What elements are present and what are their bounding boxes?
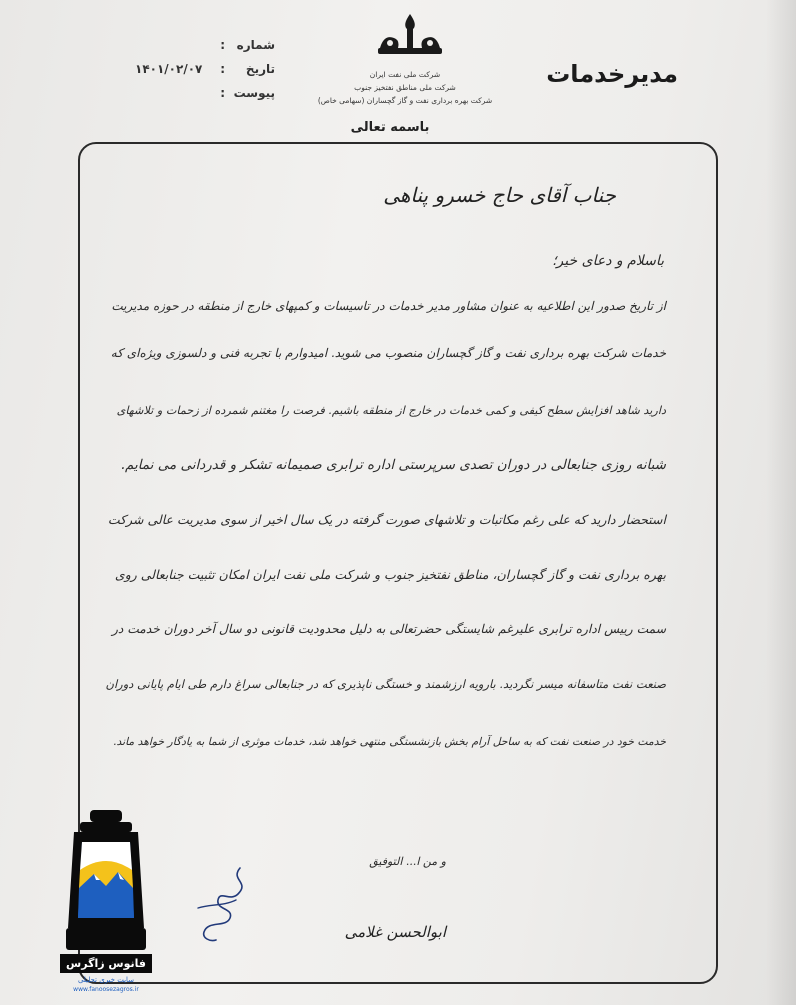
watermark-subtitle: سایت خبری تحلیلی xyxy=(77,976,135,984)
department-title: مدیرخدمات xyxy=(546,60,678,88)
body-line: بهره برداری نفت و گاز گچساران، مناطق نفتخیز جنوب و شرکت ملی نفت ایران امکان تثبیت جنابعالی روی xyxy=(114,567,666,582)
body-line: خدمات شرکت بهره برداری نفت و گاز گچساران منصوب می شوید. امیدوارم با تجربه فنی و دلسوزی ویژه‌ای که xyxy=(110,346,666,360)
date-colon: : xyxy=(220,62,225,76)
bismillah-heading: باسمه تعالی xyxy=(350,120,430,135)
body-line: صنعت نفت متاسفانه میسر نگردید. بارویه ارزشمند و خستگی ناپذیری که در جنابعالی سراغ دارم طی ایام پایانی دوران xyxy=(105,677,666,691)
letter-meta xyxy=(135,38,275,110)
watermark xyxy=(60,808,152,998)
addressee: جناب آقای حاج خسرو پناهی xyxy=(383,183,616,207)
company-line: شرکت ملی مناطق نفتخیز جنوب xyxy=(354,83,456,92)
attachment-row xyxy=(135,86,275,110)
closing: و من ا... التوفیق xyxy=(369,855,446,868)
number-label: شماره xyxy=(236,38,275,52)
signature-icon xyxy=(190,860,260,950)
body-line: استحضار دارید که علی رغم مکاتبات و تلاشهای صورت گرفته در یک سال اخیر از سوی مدیریت عالی شرکت xyxy=(107,512,666,527)
number-row xyxy=(135,38,275,62)
paper-shadow xyxy=(766,0,796,1005)
nioc-logo-icon xyxy=(350,12,470,72)
watermark-url: www.fanoosezagros.ir xyxy=(73,986,139,993)
watermark-title: فانوس زاگرس xyxy=(60,954,152,973)
date-value: ۱۴۰۱/۰۲/۰۷ xyxy=(135,62,203,76)
attachment-colon: : xyxy=(220,86,225,100)
body-line: سمت رییس اداره ترابری علیرغم شایستگی حضرتعالی به دلیل محدودیت قانونی دو سال آخر دوران خدمت در xyxy=(111,622,666,636)
body-line: خدمت خود در صنعت نفت که به ساحل آرام بخش بازنشستگی منتهی خواهد شد، خدمات موثری از شما به یادگار خواهد ماند. xyxy=(113,735,666,748)
signer-name: ابوالحسن غلامی xyxy=(344,923,446,941)
company-line: شرکت ملی نفت ایران xyxy=(369,70,441,79)
company-line: شرکت بهره برداری نفت و گاز گچساران (سهامی خاص) xyxy=(317,96,493,105)
body-line: از تاریخ صدور این اطلاعیه به عنوان مشاور مدیر خدمات در تاسیسات و کمپهای خارج از منطقه در حوزه مدیریت xyxy=(111,299,666,313)
body-line: شبانه روزی جنابعالی در دوران تصدی سرپرستی اداره ترابری صمیمانه تشکر و قدردانی می نمایم. xyxy=(120,457,666,473)
attachment-label: پیوست xyxy=(233,86,275,100)
date-row xyxy=(135,62,275,86)
body-line: دارید شاهد افزایش سطح کیفی و کمی خدمات در خارج از منطقه باشیم. فرصت را مغتنم شمرده از زحمات و تلاشهای xyxy=(116,404,666,417)
greeting: باسلام و دعای خیر؛ xyxy=(552,253,664,269)
lantern-icon xyxy=(60,808,152,958)
company-names xyxy=(290,68,520,107)
number-colon: : xyxy=(220,38,225,52)
date-label: تاریخ xyxy=(245,62,275,76)
